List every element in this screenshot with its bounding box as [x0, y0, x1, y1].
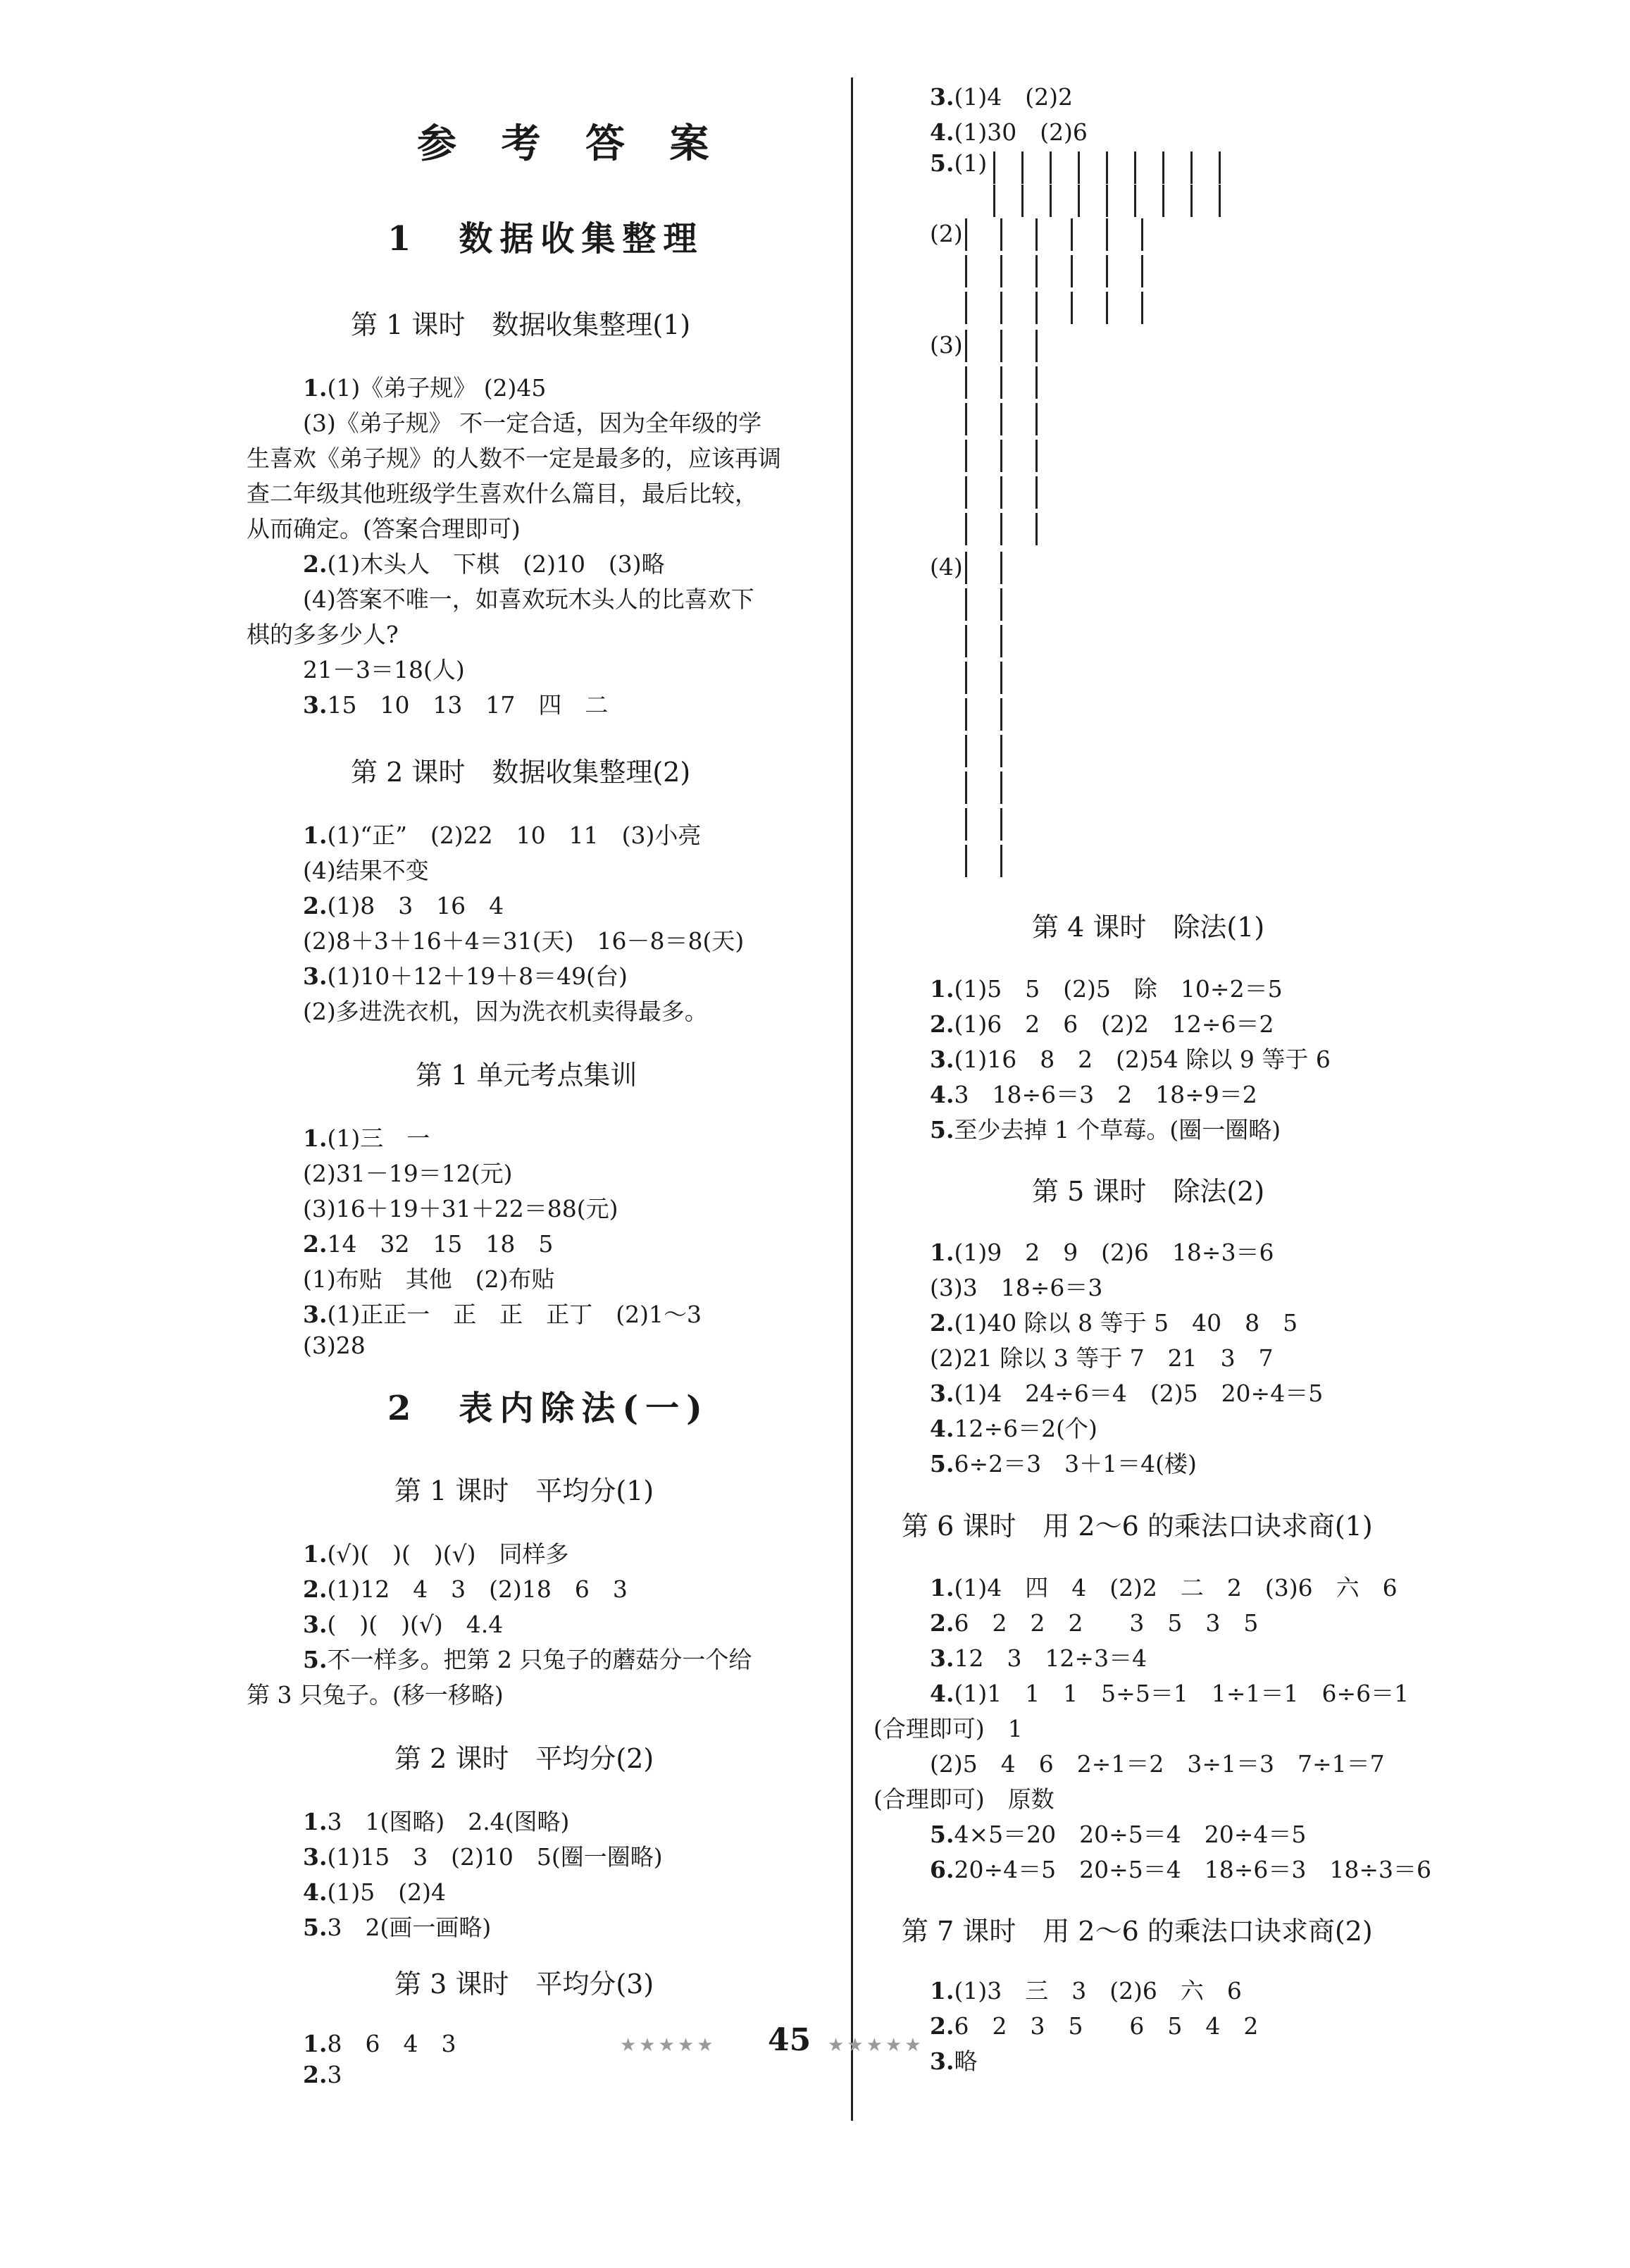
lesson-title: 第 1 课时 平均分(1)	[394, 1475, 654, 1506]
tally-mark	[1106, 292, 1108, 324]
tally-mark	[1106, 255, 1108, 287]
tally-mark	[1078, 185, 1080, 217]
tally-mark	[993, 151, 995, 184]
answer-line: 5.3 2(画一画略)	[303, 1914, 492, 1941]
tally-mark	[965, 255, 967, 287]
tally-mark	[1141, 255, 1143, 287]
answer-line: (2)5 4 6 2÷1＝2 3÷1＝3 7÷1＝7	[930, 1750, 1385, 1778]
answer-line: 1.(1)《弟子规》 (2)45	[303, 374, 547, 402]
answer-line: 4.12÷6＝2(个)	[930, 1415, 1097, 1442]
answer-line: 第 3 只兔子。(移一移略)	[247, 1681, 504, 1709]
tally-mark	[1000, 698, 1002, 731]
answer-line: (2)21 除以 3 等于 7 21 3 7	[930, 1344, 1274, 1372]
tally-mark	[1134, 151, 1136, 184]
tally-mark	[1000, 808, 1002, 841]
answer-line: 1.(1)5 5 (2)5 除 10÷2＝5	[930, 975, 1283, 1003]
answer-line: 查二年级其他班级学生喜欢什么篇目，最后比较，	[247, 480, 758, 507]
tally-mark	[1106, 185, 1108, 217]
lesson-title: 第 6 课时 用 2～6 的乘法口诀求商(1)	[902, 1511, 1373, 1542]
answer-line: 棋的多多少人?	[247, 621, 399, 648]
answer-line: 2.(1)12 4 3 (2)18 6 3	[303, 1575, 628, 1603]
tally-mark	[1071, 255, 1073, 287]
tally-mark	[1035, 440, 1038, 472]
tally-mark	[1035, 366, 1038, 399]
answer-line: (2)8＋3＋16＋4＝31(天) 16－8＝8(天)	[303, 927, 745, 955]
answer-line: (4)答案不唯一，如喜欢玩木头人的比喜欢下	[303, 585, 754, 613]
answer-line: 2.6 2 3 5 6 5 4 2	[930, 2012, 1259, 2040]
footer-stars-left: ★★★★★	[620, 2035, 716, 2056]
tally-mark	[965, 330, 967, 362]
tally-mark	[965, 440, 967, 472]
tally-mark	[1219, 185, 1221, 217]
tally-mark	[1000, 772, 1002, 804]
answer-line: 1.(1)3 三 3 (2)6 六 6	[930, 1977, 1242, 2004]
answer-line: (3)28	[303, 1332, 366, 1359]
tally-mark	[1106, 151, 1108, 184]
lesson-title: 第 1 单元考点集训	[416, 1060, 637, 1091]
answer-line: 1.(√)( )( )(√) 同样多	[303, 1540, 569, 1568]
tally-mark	[965, 662, 967, 694]
answer-line: 5.不一样多。把第 2 只兔子的蘑菇分一个给	[303, 1646, 752, 1673]
answer-line: 4.(1)5 (2)4	[303, 1878, 446, 1906]
tally-mark	[1000, 218, 1002, 251]
answer-line: 6.20÷4＝5 20÷5＝4 18÷6＝3 18÷3＝6	[930, 1856, 1431, 1883]
chapter-2-title: 2 表内除法(一)	[387, 1389, 709, 1428]
lesson-title: 第 4 课时 除法(1)	[1032, 912, 1265, 943]
answer-line: 2.(1)40 除以 8 等于 5 40 8 5	[930, 1309, 1298, 1337]
tally-mark	[965, 845, 967, 877]
answer-line: 1.(1)4 四 4 (2)2 二 2 (3)6 六 6	[930, 1574, 1398, 1601]
tally-mark	[1035, 218, 1038, 251]
lesson-title: 第 2 课时 数据收集整理(2)	[351, 757, 691, 788]
answer-line: 3.(1)16 8 2 (2)54 除以 9 等于 6	[930, 1046, 1331, 1073]
answer-line: 1.8 6 4 3	[303, 2030, 456, 2057]
answer-line: 3.12 3 12÷3＝4	[930, 1644, 1147, 1672]
tally-mark	[1035, 403, 1038, 435]
tally-mark	[965, 625, 967, 657]
answer-line: (合理即可) 1	[873, 1715, 1023, 1742]
answer-line: (3)3 18÷6＝3	[930, 1274, 1103, 1301]
lesson-title: 第 7 课时 用 2～6 的乘法口诀求商(2)	[902, 1916, 1373, 1947]
tally-mark	[965, 735, 967, 767]
lesson-title: 第 1 课时 数据收集整理(1)	[351, 309, 691, 340]
tally-mark	[1050, 185, 1052, 217]
tally-mark	[1000, 403, 1002, 435]
tally-mark	[1106, 218, 1108, 251]
answer-line: 2.(1)8 3 16 4	[303, 892, 504, 919]
page-title: 参 考 答 案	[417, 120, 725, 167]
tally-mark	[1000, 662, 1002, 694]
answer-line: 1.(1)“正” (2)22 10 11 (3)小亮	[303, 822, 702, 849]
answer-line: 5.6÷2＝3 3＋1＝4(楼)	[930, 1450, 1197, 1477]
chapter-1-title: 1 数据收集整理	[387, 219, 704, 259]
answer-line: (合理即可) 原数	[873, 1785, 1054, 1813]
tally-mark	[965, 552, 967, 584]
tally-mark	[1190, 151, 1193, 184]
answer-line: 3.(1)4 24÷6＝4 (2)5 20÷4＝5	[930, 1380, 1324, 1407]
tally-mark	[1021, 151, 1024, 184]
answer-line: 4.(1)1 1 1 5÷5＝1 1÷1＝1 6÷6＝1	[930, 1680, 1410, 1707]
answer-line: 2.14 32 15 18 5	[303, 1230, 554, 1258]
tally-mark	[1050, 151, 1052, 184]
answer-line: 4.3 18÷6＝3 2 18÷9＝2	[930, 1081, 1257, 1108]
lesson-title: 第 3 课时 平均分(3)	[394, 1969, 654, 2000]
answer-line: 3.15 10 13 17 四 二	[303, 691, 609, 719]
tally-mark	[1141, 292, 1143, 324]
answer-line: (3)《弟子规》 不一定合适，因为全年级的学	[303, 409, 762, 437]
tally-mark	[1035, 513, 1038, 545]
tally-mark	[1035, 330, 1038, 362]
tally-mark	[1000, 255, 1002, 287]
tally-mark	[965, 588, 967, 621]
answer-line: (2)31－19＝12(元)	[303, 1160, 513, 1187]
answer-line: 2.3	[303, 2061, 342, 2088]
tally-mark	[1000, 292, 1002, 324]
tally-mark	[1000, 845, 1002, 877]
tally-mark	[965, 808, 967, 841]
tally-mark	[1000, 476, 1002, 509]
tally-mark	[965, 218, 967, 251]
tally-mark	[1162, 185, 1164, 217]
tally-mark	[1000, 366, 1002, 399]
answer-line: 1.(1)三 一	[303, 1124, 430, 1152]
answer-line: (3)16＋19＋31＋22＝88(元)	[303, 1195, 618, 1222]
tally-mark	[1000, 552, 1002, 584]
lesson-title: 第 2 课时 平均分(2)	[394, 1743, 654, 1774]
column-divider	[851, 78, 853, 2121]
tally-mark	[1000, 330, 1002, 362]
answer-line: 5.4×5＝20 20÷5＝4 20÷4＝5	[930, 1821, 1307, 1848]
tally-mark	[993, 185, 995, 217]
answer-line: (4)结果不变	[303, 857, 429, 884]
answer-line: 1.(1)9 2 9 (2)6 18÷3＝6	[930, 1239, 1274, 1266]
tally-mark	[965, 366, 967, 399]
answer-line: 3.(1)正正一 正 正 正丁 (2)1～3	[303, 1301, 702, 1328]
tally-mark	[1000, 588, 1002, 621]
tally-label: (2)	[930, 220, 963, 247]
tally-mark	[1190, 185, 1193, 217]
tally-mark	[1141, 218, 1143, 251]
tally-mark	[1071, 292, 1073, 324]
tally-label: (3)	[930, 331, 963, 359]
tally-mark	[1035, 255, 1038, 287]
tally-mark	[1000, 735, 1002, 767]
answer-line: 3.(1)15 3 (2)10 5(圈一圈略)	[303, 1843, 663, 1871]
answer-line: 3.(1)4 (2)2	[930, 83, 1073, 111]
tally-mark	[1162, 151, 1164, 184]
tally-mark	[1021, 185, 1024, 217]
tally-label: (4)	[930, 553, 963, 581]
page-number: 45	[768, 2022, 811, 2058]
tally-mark	[1078, 151, 1080, 184]
tally-mark	[965, 698, 967, 731]
footer-stars-right: ★★★★★	[828, 2035, 924, 2056]
answer-line: 2.(1)木头人 下棋 (2)10 (3)略	[303, 550, 665, 578]
tally-mark	[1035, 476, 1038, 509]
tally-mark	[965, 292, 967, 324]
answer-line: 3.(1)10＋12＋19＋8＝49(台)	[303, 962, 628, 990]
answer-line: 5.(1)	[930, 149, 988, 177]
tally-mark	[1134, 185, 1136, 217]
tally-mark	[1000, 625, 1002, 657]
tally-mark	[965, 476, 967, 509]
tally-mark	[965, 772, 967, 804]
answer-line: 5.至少去掉 1 个草莓。(圈一圈略)	[930, 1116, 1281, 1144]
tally-mark	[965, 403, 967, 435]
tally-mark	[1000, 513, 1002, 545]
answer-line: 3.略	[930, 2047, 978, 2075]
answer-line: 3.( )( )(√) 4.4	[303, 1611, 504, 1638]
answer-line: (2)多进洗衣机，因为洗衣机卖得最多。	[303, 998, 708, 1025]
answer-line: 4.(1)30 (2)6	[930, 118, 1088, 146]
answer-line: (1)布贴 其他 (2)布贴	[303, 1265, 555, 1293]
tally-mark	[1071, 218, 1073, 251]
tally-mark	[1035, 292, 1038, 324]
tally-mark	[965, 513, 967, 545]
answer-line: 21－3＝18(人)	[303, 656, 465, 683]
answer-line: 从而确定。(答案合理即可)	[247, 515, 521, 543]
answer-line: 1.3 1(图略) 2.4(图略)	[303, 1808, 570, 1835]
tally-mark	[1000, 440, 1002, 472]
answer-line: 2.6 2 2 2 3 5 3 5	[930, 1609, 1259, 1637]
answer-line: 生喜欢《弟子规》的人数不一定是最多的，应该再调	[247, 445, 781, 472]
answer-line: 2.(1)6 2 6 (2)2 12÷6＝2	[930, 1010, 1274, 1038]
tally-mark	[1219, 151, 1221, 184]
lesson-title: 第 5 课时 除法(2)	[1032, 1176, 1265, 1207]
